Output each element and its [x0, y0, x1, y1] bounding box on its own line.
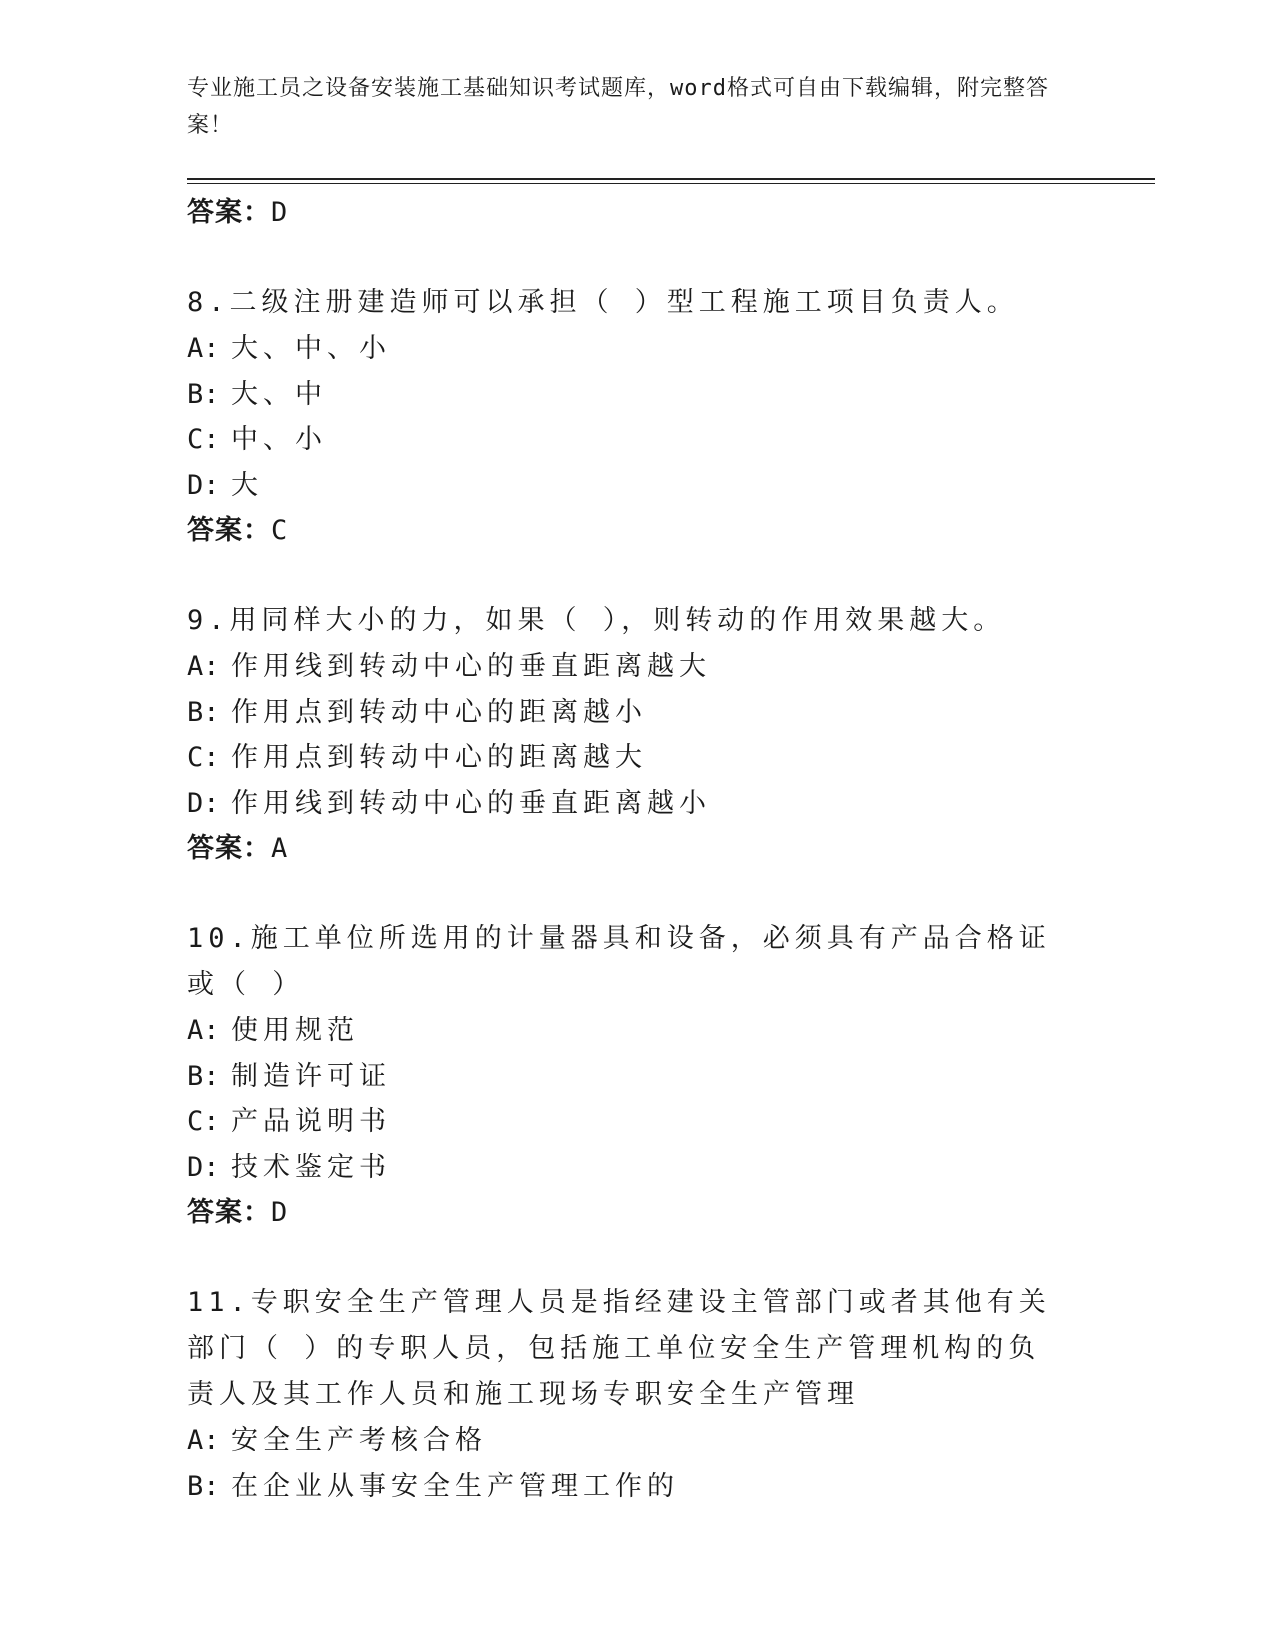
- option-text: 作用线到转动中心的垂直距离越大: [231, 651, 711, 682]
- answer-value: D: [271, 1197, 289, 1228]
- header-rule-thin: [187, 183, 1155, 184]
- question-text: 8.二级注册建造师可以承担（ ）型工程施工项目负责人。: [187, 287, 1019, 318]
- option-key: A:: [187, 333, 220, 364]
- option-text: 大、中、小: [231, 333, 391, 364]
- option-text: 技术鉴定书: [231, 1151, 391, 1183]
- option-key: C:: [187, 424, 220, 455]
- option-item: [187, 644, 1155, 690]
- answer-value: D: [271, 197, 289, 228]
- option-text: 使用规范: [231, 1015, 359, 1046]
- option-item: [187, 1145, 1155, 1191]
- answer-line: [187, 826, 1155, 871]
- question-text: 10.施工单位所选用的计量器具和设备，必须具有产品合格证或（ ）: [187, 923, 1051, 1000]
- option-text: 作用点到转动中心的距离越小: [231, 696, 647, 728]
- question-text: 9.用同样大小的力，如果（ ），则转动的作用效果越大。: [187, 605, 1006, 636]
- answer-line: [187, 1190, 1155, 1235]
- option-item: [187, 417, 1155, 463]
- option-key: B:: [187, 1470, 220, 1502]
- option-item: [187, 690, 1155, 736]
- option-key: C:: [187, 742, 220, 773]
- option-item: [187, 463, 1155, 509]
- option-item: [187, 1418, 1155, 1464]
- answer-value: C: [271, 515, 289, 546]
- option-text: 作用点到转动中心的距离越大: [231, 742, 647, 773]
- option-item: [187, 1464, 1155, 1510]
- option-item: [187, 781, 1155, 827]
- document-page: [187, 70, 1155, 1502]
- option-key: B:: [187, 1060, 220, 1092]
- option-text: 大: [231, 469, 263, 501]
- document-header: 专业施工员之设备安装施工基础知识考试题库，word格式可自由下载编辑，附完整答案！: [187, 76, 1049, 138]
- option-key: A:: [187, 651, 220, 682]
- answer-label: 答案：: [187, 833, 271, 864]
- question-text: 11.专职安全生产管理人员是指经建设主管部门或者其他有关部门（ ）的专职人员，包括施工单位安全生产管理机构的负责人及其工作人员和施工现场专职安全生产管理: [187, 1287, 1051, 1410]
- header-rule-thick: [187, 178, 1155, 180]
- answer-label: 答案：: [187, 197, 271, 228]
- option-text: 在企业从事安全生产管理工作的: [231, 1470, 679, 1502]
- answer-label: 答案：: [187, 1197, 271, 1228]
- option-key: D:: [187, 1151, 220, 1183]
- option-key: B:: [187, 696, 220, 728]
- question-list: [187, 190, 1155, 1509]
- option-item: [187, 372, 1155, 418]
- option-item: [187, 735, 1155, 781]
- option-text: 制造许可证: [231, 1060, 391, 1092]
- option-key: B:: [187, 378, 220, 410]
- option-item: [187, 1054, 1155, 1100]
- option-key: C:: [187, 1106, 220, 1137]
- answer-value: A: [271, 833, 289, 864]
- option-item: [187, 1008, 1155, 1054]
- answer-line: [187, 190, 1155, 235]
- option-key: A:: [187, 1425, 220, 1456]
- option-text: 中、小: [231, 424, 327, 455]
- option-text: 作用线到转动中心的垂直距离越小: [231, 787, 711, 819]
- option-text: 产品说明书: [231, 1106, 391, 1137]
- option-text: 大、中: [231, 378, 327, 410]
- option-text: 安全生产考核合格: [231, 1425, 487, 1456]
- answer-line: [187, 508, 1155, 553]
- answer-label: 答案：: [187, 515, 271, 546]
- option-key: A:: [187, 1015, 220, 1046]
- option-key: D:: [187, 787, 220, 819]
- option-item: [187, 326, 1155, 372]
- option-item: [187, 1099, 1155, 1145]
- option-key: D:: [187, 469, 220, 501]
